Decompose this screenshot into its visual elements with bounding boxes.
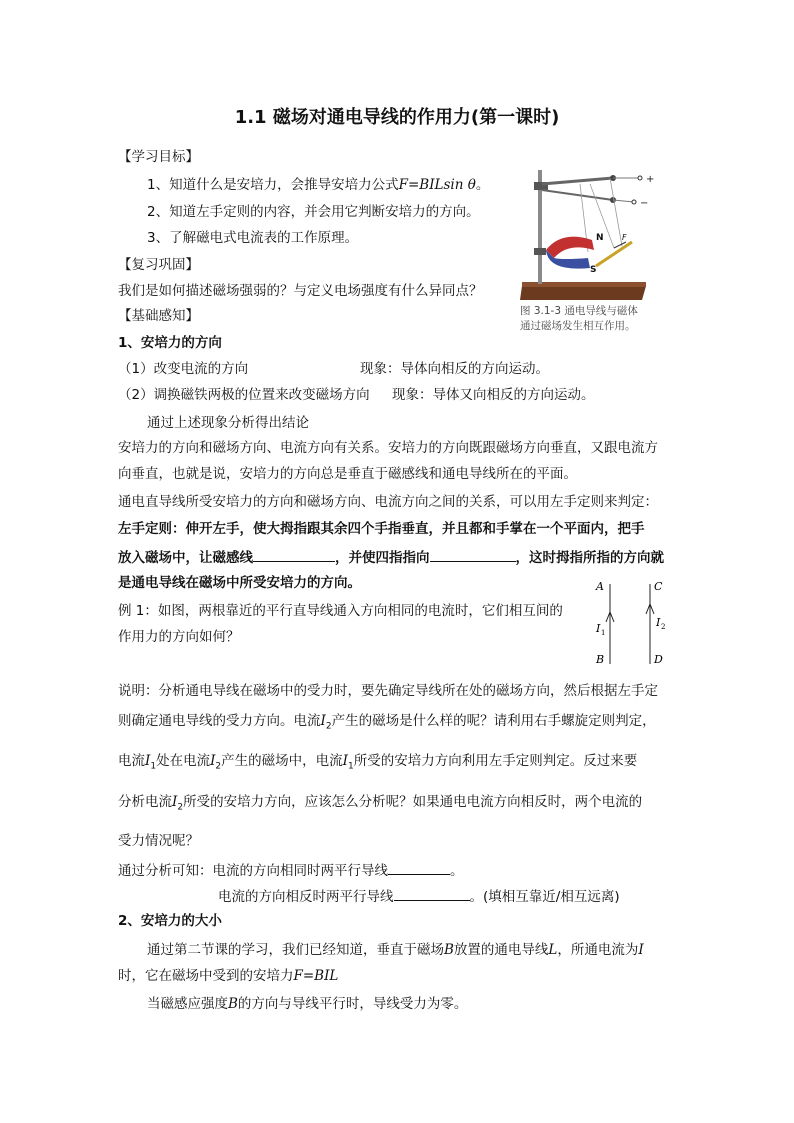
goals-header: 【学习目标】 bbox=[118, 149, 199, 165]
p3a: 当磁感应强度 bbox=[147, 996, 228, 1012]
item-2-right: 现象：导体又向相反的方向运动。 bbox=[392, 387, 595, 403]
part2-line-2 bbox=[118, 967, 338, 985]
i1-letter-b: I bbox=[342, 753, 348, 769]
caption-line-2: 通过磁场发生相互作用。 bbox=[520, 320, 636, 332]
res-2: 电流的方向相反时两平行导线 bbox=[218, 889, 394, 905]
part2-line-1 bbox=[147, 941, 644, 959]
rule-2c: ，这时拇指所指的方向就 bbox=[515, 550, 664, 566]
i2-sub-b: 2 bbox=[177, 802, 184, 813]
res-2-end: 。(填相互靠近/相互远离) bbox=[469, 889, 620, 905]
rule-line-2 bbox=[118, 547, 664, 567]
p2a: 时，它在磁场中受到的安培力 bbox=[118, 968, 294, 984]
force-label: F bbox=[622, 233, 627, 242]
rule-line-3: 是通电导线在磁场中所受安培力的方向。 bbox=[118, 575, 361, 591]
b-symbol: B bbox=[444, 942, 454, 958]
note-3d: 所受的安培力方向利用左手定则判定。反过来要 bbox=[353, 753, 638, 769]
label-i2-sub: 2 bbox=[661, 623, 666, 631]
example-1-line-2: 作用力的方向如何？ bbox=[118, 629, 240, 645]
minus-label: − bbox=[640, 198, 649, 209]
goal-1-formula: F=BILsin θ bbox=[398, 177, 476, 193]
note-4a: 分析电流 bbox=[118, 794, 172, 810]
result-line-1 bbox=[118, 860, 464, 880]
goal-2: 2、知道左手定则的内容，并会用它判断安培力的方向。 bbox=[147, 204, 480, 220]
p1a: 通过第二节课的学习，我们已经知道，垂直于磁场 bbox=[147, 942, 444, 958]
review-header: 【复习巩固】 bbox=[118, 257, 199, 273]
part1-heading: 1、安培力的方向 bbox=[118, 335, 222, 351]
note-line-1: 说明：分析通电导线在磁场中的受力时，要先确定导线所在处的磁场方向，然后根据左手定 bbox=[118, 683, 658, 699]
magnet-n bbox=[546, 237, 594, 258]
caption-line-1: 图 3.1-3 通电导线与磁体 bbox=[520, 305, 638, 317]
review-question: 我们是如何描述磁场强弱的？与定义电场强度有什么异同点？ bbox=[118, 283, 483, 299]
label-c: C bbox=[654, 580, 663, 593]
page-title: 1.1 磁场对通电导线的作用力(第一课时) bbox=[234, 107, 560, 128]
goal-1 bbox=[147, 176, 489, 194]
plus-terminal bbox=[638, 176, 642, 180]
n-pole-label: N bbox=[596, 233, 604, 243]
goal-1-end: 。 bbox=[475, 177, 490, 193]
item-1-left: （1）改变电流的方向 bbox=[118, 361, 249, 377]
lead-minus bbox=[613, 200, 634, 202]
plus-label: + bbox=[646, 174, 655, 185]
l-symbol: L bbox=[548, 942, 558, 958]
blank-four-fingers[interactable] bbox=[430, 547, 516, 562]
i1-letter-a: I bbox=[145, 753, 151, 769]
label-i1-sub: 1 bbox=[601, 629, 606, 637]
arm-lower bbox=[542, 190, 613, 200]
label-i1: I bbox=[596, 622, 601, 635]
note-2b: 产生的磁场是什么样的呢？请利用右手螺旋定则判定， bbox=[331, 713, 656, 729]
b-symbol-2: B bbox=[228, 996, 238, 1012]
label-i2: I bbox=[656, 616, 661, 629]
clamp-bottom bbox=[534, 248, 546, 255]
result-line-2 bbox=[218, 886, 620, 906]
formula-bil: F=BIL bbox=[293, 968, 339, 984]
i2-sub: 2 bbox=[325, 721, 332, 732]
rule-line-1: 左手定则：伸开左手，使大拇指跟其余四个手指垂直，并且都和手掌在一个平面内，把手 bbox=[118, 521, 645, 537]
res-1: 通过分析可知：电流的方向相同时两平行导线 bbox=[118, 863, 388, 879]
conductor-rod bbox=[596, 242, 632, 266]
goal-3: 3、了解磁电式电流表的工作原理。 bbox=[147, 230, 359, 246]
i1-sub-b: 1 bbox=[348, 761, 354, 772]
i2-letter-b: I bbox=[172, 794, 178, 810]
note-line-5: 受力情况呢？ bbox=[118, 833, 199, 849]
rule-intro: 通电直导线所受安培力的方向和磁场方向、电流方向之间的关系，可以用左手定则来判定： bbox=[118, 494, 658, 510]
basic-header: 【基础感知】 bbox=[118, 308, 199, 324]
rule-2a: 放入磁场中，让磁感线 bbox=[118, 550, 253, 566]
parallel-wires-diagram bbox=[586, 574, 686, 674]
hanging-wire-3 bbox=[610, 178, 622, 246]
part2-heading: 2、安培力的大小 bbox=[118, 913, 222, 929]
example-1-line-1: 例 1：如图，两根靠近的平行直导线通入方向相同的电流时，它们相互间的 bbox=[118, 603, 563, 619]
blank-field-lines[interactable] bbox=[253, 547, 335, 562]
label-b: B bbox=[596, 653, 605, 666]
conclusion-line-1: 安培力的方向和磁场方向、电流方向有关系。安培力的方向既跟磁场方向垂直，又跟电流方 bbox=[118, 440, 658, 456]
part2-line-3 bbox=[147, 995, 467, 1013]
item-1-right: 现象：导体向相反的方向运动。 bbox=[360, 361, 549, 377]
note-line-4 bbox=[118, 793, 642, 817]
minus-terminal bbox=[632, 200, 636, 204]
p1c: ，所通电流为 bbox=[557, 942, 639, 958]
rule-2b: ，并使四指指向 bbox=[335, 550, 430, 566]
s-pole-label: S bbox=[590, 265, 597, 275]
conclusion-line-2: 向垂直，也就是说，安培力的方向总是垂直于磁感线和通电导线所在的平面。 bbox=[118, 466, 577, 482]
item-2-left: （2）调换磁铁两极的位置来改变磁场方向 bbox=[118, 387, 370, 403]
note-line-3 bbox=[118, 752, 637, 776]
conclusion-intro: 通过上述现象分析得出结论 bbox=[147, 415, 309, 431]
i2-letter: I bbox=[320, 713, 326, 729]
note-line-2 bbox=[118, 712, 656, 736]
note-3c: 产生的磁场中，电流 bbox=[221, 753, 343, 769]
note-3b: 处在电流 bbox=[156, 753, 211, 769]
arm-upper bbox=[542, 178, 613, 184]
goal-1-text: 1、知道什么是安培力，会推导安培力公式 bbox=[147, 177, 399, 193]
blank-opposite-direction[interactable] bbox=[394, 886, 470, 901]
label-d: D bbox=[654, 653, 663, 666]
i2-letter-a: I bbox=[210, 753, 216, 769]
blank-same-direction[interactable] bbox=[388, 860, 450, 875]
apparatus-figure bbox=[518, 168, 678, 306]
i-symbol: I bbox=[638, 942, 644, 958]
note-2a: 则确定通电导线的受力方向。电流 bbox=[118, 713, 321, 729]
stand-base bbox=[520, 286, 646, 300]
figure-caption bbox=[520, 304, 680, 334]
note-3a: 电流 bbox=[118, 753, 145, 769]
note-4b: 所受的安培力方向，应该怎么分析呢？如果通电电流方向相反时，两个电流的 bbox=[183, 794, 643, 810]
i1-sub-a: 1 bbox=[150, 761, 157, 772]
i2-sub-a: 2 bbox=[215, 761, 222, 772]
label-a: A bbox=[596, 580, 604, 593]
p3b: 的方向与导线平行时，导线受力为零。 bbox=[237, 996, 468, 1012]
res-1-end: 。 bbox=[450, 863, 464, 879]
p1b: 放置的通电导线 bbox=[453, 942, 549, 958]
